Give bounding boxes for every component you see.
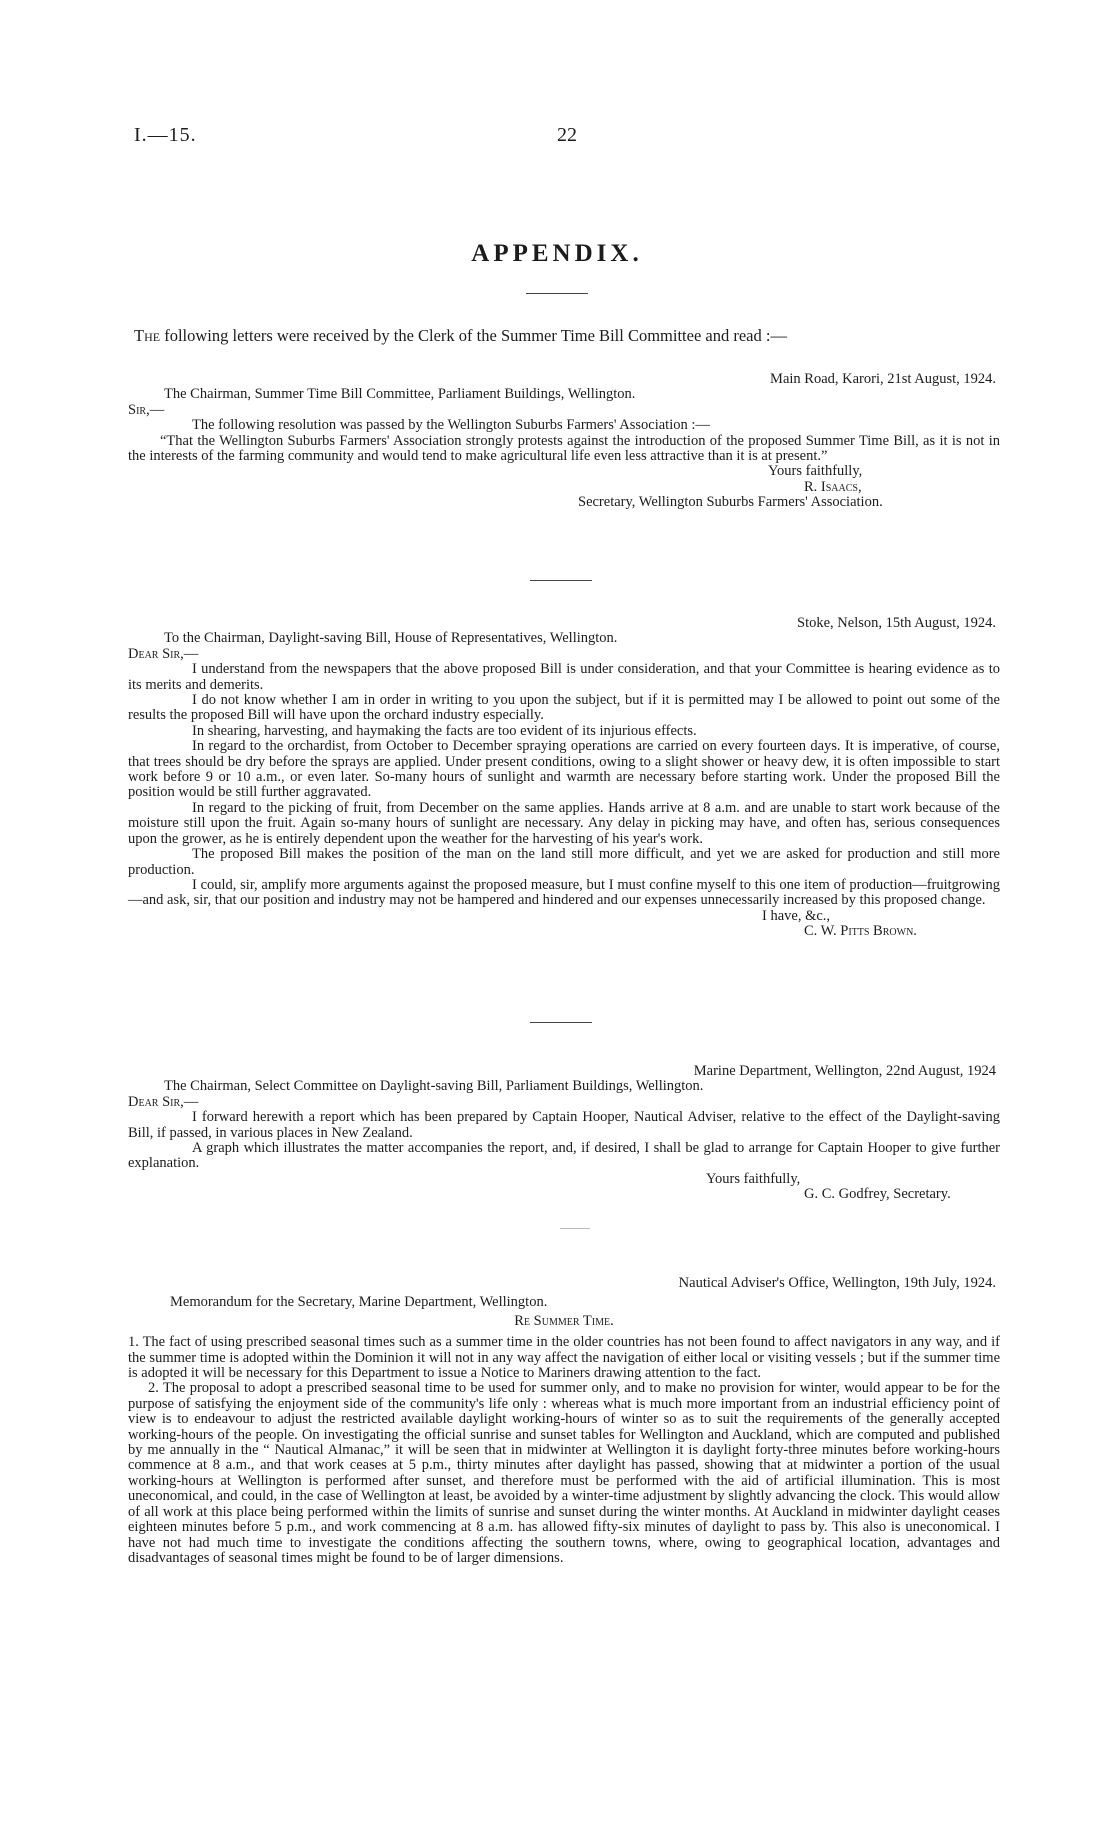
memo-subject: Re Summer Time. xyxy=(514,1312,614,1329)
separator xyxy=(560,1228,590,1229)
letter-2-paragraph: The proposed Bill makes the position of the man on the land still more difficult, and yet we are asked for production and still more production. xyxy=(128,846,1000,878)
letter-1-signature: R. Isaacs, xyxy=(804,478,862,495)
letter-2-address: Stoke, Nelson, 15th August, 1924. xyxy=(797,615,996,631)
separator xyxy=(530,1022,592,1023)
letter-1-resolution: “That the Wellington Suburbs Farmers' Association strongly protests against the introduction of the proposed Summer Time Bill, as it is not in the interests of the farming community and would tend to make agricultural life even less attractive than it is at present.” xyxy=(128,432,1000,465)
letter-3-paragraph: I forward herewith a report which has been prepared by Captain Hooper, Nautical Adviser, relative to the effect of the Daylight-saving Bill, if passed, in various places in New Zealand. xyxy=(128,1109,1000,1141)
document-reference: I.—15. xyxy=(134,124,197,146)
letter-2-salutation: Dear Sir,— xyxy=(128,645,199,662)
letter-2-paragraph: In regard to the orchardist, from October to December spraying operations are carried on every fourteen days. It is imperative, of course, that trees should be dry before the sprays are applied. Under present conditions, owing to a slight shower or heavy dew, it is often impossible to start work before 9 or 10 a.m., or even later. So-many hours of sunlight and warmth are necessary before starting work. Under the proposed Bill the position would be still further aggravated. xyxy=(128,738,1000,801)
letter-2-paragraph: In regard to the picking of fruit, from December on the same applies. Hands arrive at 8 a.m. and are unable to start work because of the moisture still upon the fruit. Again so-many hours of sunlight are necessary. Any delay in picking may have, and often has, serious consequences upon the grower, as he is entirely dependent upon the weather for the harvesting of his year's work. xyxy=(128,799,1000,847)
letter-3-recipient: The Chairman, Select Committee on Daylight-saving Bill, Parliament Buildings, Wellington. xyxy=(164,1078,704,1095)
letter-2-paragraph: I could, sir, amplify more arguments against the proposed measure, but I must confine myself to this one item of production—fruitgrowing—and ask, sir, that our position and industry may not be hampered and hindered and our expenses unnecessarily increased by this proposed change. xyxy=(128,876,1000,909)
letter-3-signature: G. C. Godfrey, Secretary. xyxy=(804,1186,951,1203)
letter-1-paragraph: The following resolution was passed by the Wellington Suburbs Farmers' Association :— xyxy=(192,417,710,434)
title-rule xyxy=(526,293,588,294)
letter-3-salutation: Dear Sir,— xyxy=(128,1093,199,1110)
letter-1-closing: Yours faithfully, xyxy=(768,463,863,480)
intro-text: following letters were received by the Clerk of the Summer Time Bill Committee and read :— xyxy=(160,326,787,345)
page-number: 22 xyxy=(557,124,577,146)
letter-2-signature: C. W. Pitts Brown. xyxy=(804,923,917,940)
intro-line xyxy=(134,326,994,346)
letter-3-closing: Yours faithfully, xyxy=(706,1170,801,1187)
letter-2-paragraph: In shearing, harvesting, and haymaking the facts are too evident of its injurious effects. xyxy=(192,722,697,739)
letter-2-paragraph: I understand from the newspapers that the above proposed Bill is under consideration, and that your Committee is hearing evidence as to its merits and demerits. xyxy=(128,661,1000,693)
memo-paragraph: 2. The proposal to adopt a prescribed seasonal time to be used for summer only, and to make no provision for winter, would appear to be for the purpose of satisfying the enjoyment side of the community's life only : whereas what is much more important from an industrial efficiency point of view is to endeavour to adjust the restricted available daylight working-hours of winter so as to suit the requirements of the generally accepted working-hours of the people. On investigating the official sunrise and sunset tables for Wellington and Auckland, which are computed and published by me annually in the “ Nautical Almanac,” it will be seen that in midwinter at Wellington it is daylight forty-three minutes before working-hours commence at 8 a.m., and that work ceases at 5 p.m., thirty minutes after daylight has passed, showing that at midwinter a portion of the usual working-hours at Wellington is performed after sunset, and therefore must be performed with the aid of artificial illumination. This is most uneconomical, and could, in the case of Wellington at least, be avoided by a winter-time adjustment by slightly advancing the clock. This would allow of all work at this place being performed within the limits of sunrise and sunset during the winter months. At Auckland in midwinter daylight ceases eighteen minutes before 5 p.m., and work commencing at 8 a.m. has allowed fifty-six minutes of daylight to pass by. This also is uneconomical. I have not had much time to investigate the conditions affecting the southern towns, where, owing to geographical location, advantages and disadvantages of seasonal times might be found to be of larger dimensions. xyxy=(128,1380,1000,1566)
letter-1-signer-title: Secretary, Wellington Suburbs Farmers' Association. xyxy=(578,494,883,511)
memo-address: Nautical Adviser's Office, Wellington, 19th July, 1924. xyxy=(678,1275,996,1291)
memo-paragraph: 1. The fact of using prescribed seasonal times such as a summer time in the older countries has not been found to affect navigators in any way, and if the summer time is adopted within the Dominion it will not in any way affect the navigation of either local or visiting vessels ; but if the summer time is adopted it will be necessary for this Department to issue a Notice to Mariners drawing attention to the fact. xyxy=(128,1334,1000,1382)
letter-1-salutation: Sir,— xyxy=(128,401,165,418)
letter-1 xyxy=(128,372,1000,511)
letter-2-paragraph: I do not know whether I am in order in writing to you upon the subject, but if it is permitted may I be allowed to point out some of the results the proposed Bill will have upon the orchard industry especially. xyxy=(128,692,1000,724)
letter-1-recipient: The Chairman, Summer Time Bill Committee, Parliament Buildings, Wellington. xyxy=(164,386,636,403)
memorandum xyxy=(128,1276,1000,1566)
letter-2 xyxy=(128,616,1000,940)
intro-lead: The xyxy=(134,326,161,345)
separator xyxy=(530,580,592,581)
letter-1-address: Main Road, Karori, 21st August, 1924. xyxy=(770,371,996,387)
letter-3-address: Marine Department, Wellington, 22nd August, 1924 xyxy=(693,1063,996,1079)
page-title: APPENDIX. xyxy=(471,240,643,267)
letter-3-paragraph: A graph which illustrates the matter accompanies the report, and, if desired, I shall be glad to arrange for Captain Hooper to give further explanation. xyxy=(128,1140,1000,1172)
letter-2-recipient: To the Chairman, Daylight-saving Bill, House of Representatives, Wellington. xyxy=(164,630,618,647)
letter-3 xyxy=(128,1064,1000,1203)
letter-2-closing: I have, &c., xyxy=(762,907,831,924)
memo-recipient: Memorandum for the Secretary, Marine Department, Wellington. xyxy=(170,1294,548,1311)
